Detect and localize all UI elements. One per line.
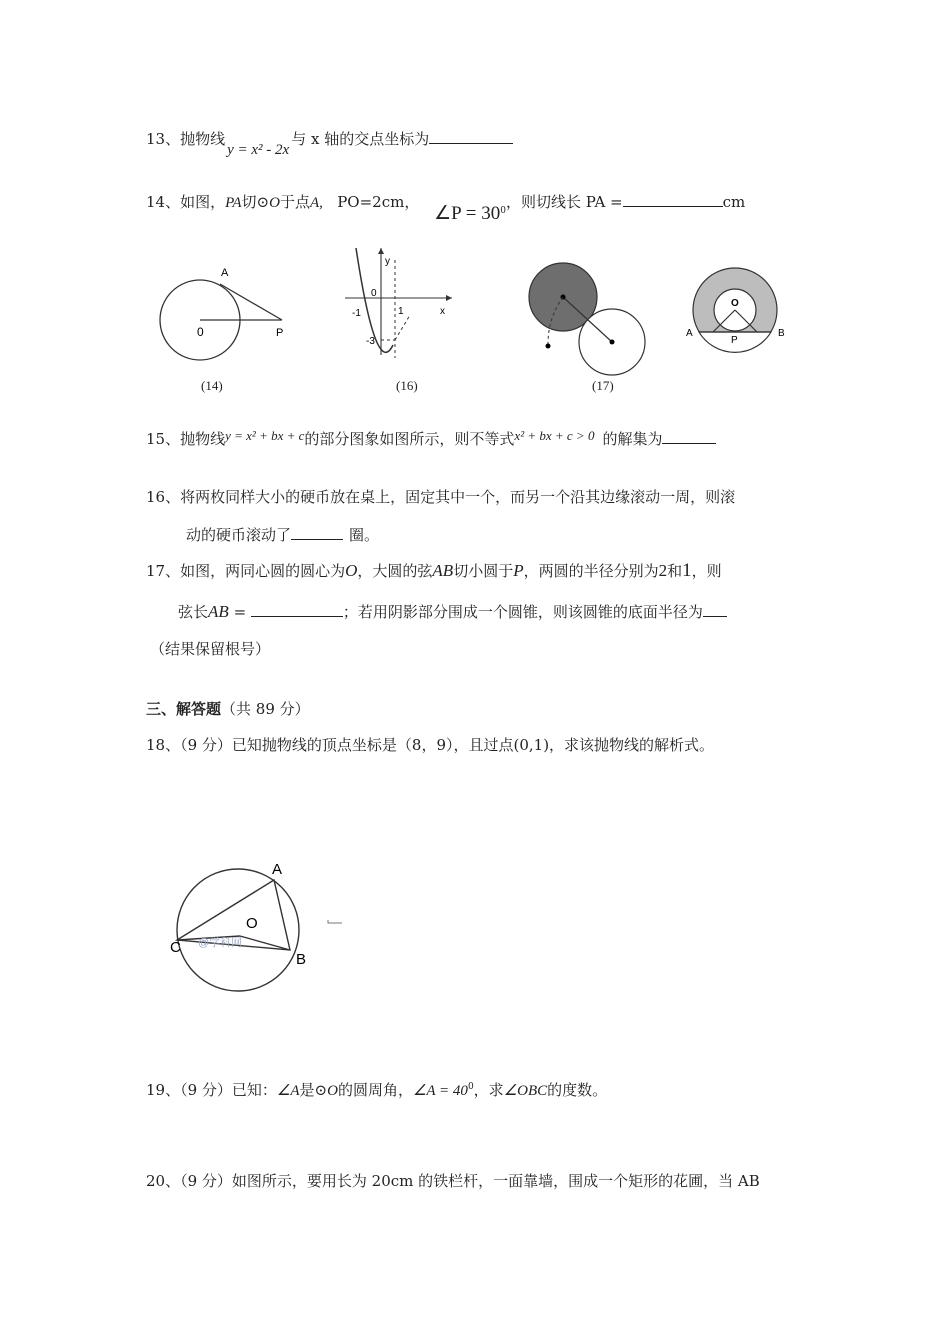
section-3-title: 三、解答题 xyxy=(146,700,222,718)
figure-17 xyxy=(529,263,645,375)
fig17b-label-p: P xyxy=(731,335,738,346)
q14-text: 如图， xyxy=(180,193,226,211)
section-3-heading xyxy=(146,698,310,720)
q17-note: （结果保留根号） xyxy=(150,640,271,658)
q15-formula-1: y = x² + bx + c xyxy=(225,428,305,443)
figure-19 xyxy=(150,850,370,1000)
q13 xyxy=(146,128,513,158)
fig16-label-o: 0 xyxy=(371,288,377,299)
q17-line-1 xyxy=(146,560,722,582)
q17-number: 17、 xyxy=(146,562,181,580)
q18-text: 18、（9 分）已知抛物线的顶点坐标是（8，9），且过点(0,1)，求该抛物线的解析式。 xyxy=(146,736,715,754)
q16-text-3: 圈。 xyxy=(349,526,380,544)
q19-text-5: 的度数。 xyxy=(547,1081,608,1099)
q14-text-2: 切⊙ xyxy=(241,193,270,211)
q17-text-2: ，大圆的弦 xyxy=(357,562,433,580)
fig14-tangent xyxy=(220,284,282,320)
fig16-dashed-right xyxy=(395,315,410,340)
fig14-label-a: A xyxy=(221,267,229,279)
q14-text-4: PO=2cm， xyxy=(337,193,420,211)
fig16-label-y: y xyxy=(385,256,390,267)
figure-row xyxy=(0,240,950,400)
fig19-label-o: O xyxy=(246,915,258,932)
q14-unit: cm xyxy=(722,193,746,211)
q17-two: 2 xyxy=(658,561,668,580)
q17-answer-blank-1[interactable] xyxy=(251,602,343,617)
q15-formula-2: x² + bx + c > 0 xyxy=(514,428,595,443)
fig16-label-1: 1 xyxy=(398,306,404,317)
fig17-caption: (17) xyxy=(592,378,614,393)
q13-number: 13、 xyxy=(146,130,181,148)
q17-text-3: 切小圆于 xyxy=(453,562,514,580)
q20-text: 20、（9 分）如图所示，要用长为 20cm 的铁栏杆，一面靠墙，围成一个矩形的花圃，当 AB xyxy=(146,1172,760,1190)
fig19-label-b: B xyxy=(296,951,307,968)
fig19-label-c: C xyxy=(170,939,181,956)
q13-formula: y = x² - 2x xyxy=(227,142,290,158)
q17-line-2 xyxy=(178,601,727,623)
q19 xyxy=(146,1076,607,1102)
q20 xyxy=(146,1170,760,1192)
q14-angle-text: ∠P = 30 xyxy=(434,203,501,224)
q13-answer-blank[interactable] xyxy=(429,129,513,144)
q17-text-8: ；若用阴影部分围成一个圆锥，则该圆锥的底面半径为 xyxy=(342,603,703,621)
q19-text-3: 的圆周角， xyxy=(337,1081,413,1099)
q17-line-3 xyxy=(150,638,270,660)
figure-17b xyxy=(686,268,785,352)
fig17b-label-a: A xyxy=(686,328,693,339)
fig19-mark xyxy=(328,920,342,923)
q15-text: 抛物线 xyxy=(180,430,226,448)
q14 xyxy=(146,188,746,224)
q15-text-3: 的解集为 xyxy=(602,430,663,448)
q15-answer-blank[interactable] xyxy=(662,429,716,444)
fig17-start-point xyxy=(546,344,551,349)
fig19-circle xyxy=(177,869,299,991)
fig14-label-o: 0 xyxy=(197,325,204,339)
q19-degree: 0 xyxy=(467,1082,474,1092)
q17-equals: = xyxy=(228,603,251,621)
q14-o: O xyxy=(269,195,280,211)
fig16-label-x: x xyxy=(440,306,445,317)
q13-text: 抛物线 xyxy=(180,130,226,148)
fig17-center-2 xyxy=(610,340,615,345)
q14-text-5: ，则切线长 PA = xyxy=(505,193,623,211)
q17-text-7: 弦长 xyxy=(178,603,209,621)
q19-obc: ∠OBC xyxy=(503,1083,548,1099)
q19-text-2: 是⊙ xyxy=(299,1081,328,1099)
q14-a: A, xyxy=(309,195,323,211)
fig17b-label-b: B xyxy=(778,328,785,339)
fig16-x-arrow xyxy=(446,295,452,301)
q17-text-4: ，两圆的半径分别为 xyxy=(523,562,659,580)
section-3-note: （共 89 分） xyxy=(221,700,310,718)
q14-angle xyxy=(434,205,506,223)
q15-number: 15、 xyxy=(146,430,181,448)
q17-p: P xyxy=(513,561,524,580)
q15-text-2: 的部分图象如图所示，则不等式 xyxy=(304,430,515,448)
fig19-label-a: A xyxy=(272,861,283,878)
q14-degree: 0 xyxy=(500,206,506,216)
fig16-label-m1: -1 xyxy=(352,308,361,319)
fig16-caption: (16) xyxy=(396,378,418,393)
q16-line-2 xyxy=(186,524,379,546)
fig16-label-m3: -3 xyxy=(366,336,375,347)
q17-text-5: 和 xyxy=(667,562,683,580)
q16-answer-blank[interactable] xyxy=(291,525,343,540)
q17-text-6: ，则 xyxy=(691,562,722,580)
q16-text: 将两枚同样大小的硬币放在桌上，固定其中一个，而另一个沿其边缘滚动一周，则滚 xyxy=(180,488,736,506)
q19-angle-a: ∠A xyxy=(276,1083,300,1099)
q14-number: 14、 xyxy=(146,193,181,211)
q19-equation: ∠A = 40 xyxy=(412,1083,468,1099)
figure-14 xyxy=(160,267,283,360)
q15 xyxy=(146,428,716,451)
q16-text-2: 动的硬币滚动了 xyxy=(186,526,292,544)
q16-line-1 xyxy=(146,486,735,508)
fig14-label-p: P xyxy=(276,327,284,339)
q16-number: 16、 xyxy=(146,488,181,506)
q19-text: 19、（9 分）已知： xyxy=(146,1081,277,1099)
q14-answer-blank[interactable] xyxy=(623,192,723,207)
q19-text-4: ，求 xyxy=(473,1081,504,1099)
q17-o: O xyxy=(345,561,358,580)
q19-o: O xyxy=(327,1083,338,1099)
q13-text-2: 与 x 轴的交点坐标为 xyxy=(291,130,430,148)
q17-text: 如图，两同心圆的圆心为 xyxy=(180,562,346,580)
fig16-y-arrow xyxy=(378,248,384,254)
fig17b-label-o: O xyxy=(731,298,739,309)
q17-ab: AB xyxy=(432,561,454,580)
q17-one: 1 xyxy=(682,560,692,581)
fig19-watermark: @学科网 xyxy=(198,937,243,949)
q18 xyxy=(146,734,714,756)
q17-answer-blank-2[interactable] xyxy=(703,602,727,617)
q14-text-3: 于点 xyxy=(279,193,310,211)
q17-ab-2: AB xyxy=(208,602,229,621)
figure-16 xyxy=(345,248,452,358)
fig14-caption: (14) xyxy=(201,378,223,393)
q14-pa: PA xyxy=(225,195,242,211)
